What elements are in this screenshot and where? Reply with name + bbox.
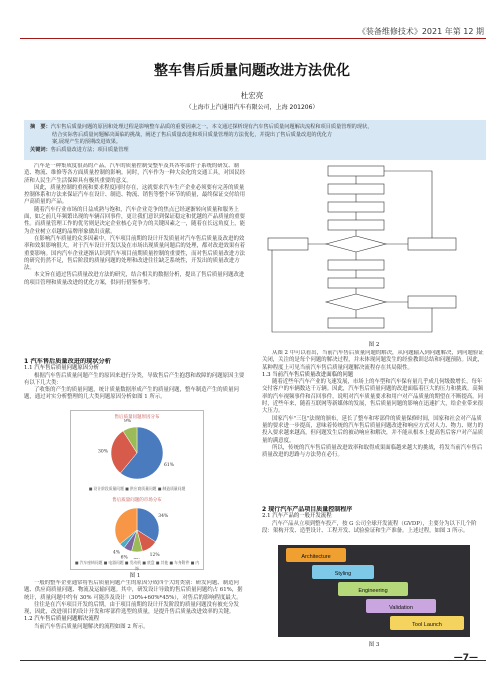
figure-2-flowchart [262, 162, 486, 338]
footer-rule [20, 660, 486, 661]
left-column-top [24, 163, 246, 358]
paragraph: 从图 2 中可以看出，当前汽车售后质量问题的解决，从问题输入到问题解决，到问题验证关闭，关注的是每个问题的解决过程，并未体现问题发生的经验教训总结和问题预防。因此，某种程度上可见当前汽车售后质量问题解决流程存在其局限性。 [262, 350, 484, 371]
article-affiliation: （上海市上汽通用汽车有限公司，上海 201206） [185, 104, 319, 111]
pie2-legend: ■ 汽车座椅问题 ■ 电器问题 ■ 发动机 ■ 底盘 ■ 其他 ■ 车身附件 ■ 内饰 [74, 560, 200, 571]
paragraph: 汽车是一种集成度很高的产品，汽车的质量控制受整车及其各零部件子系统的研发、制造、物流、维修等各方面质量控制的影响。同时，汽车作为一种大众化的交通工具，对国民经济和人民生产生活保障具有极其重要的意义。 [24, 163, 246, 184]
paragraph: 根据汽车售后质量问题产生的原因来进行分类，导致售后产生抱怨和故障的问题原因主要有以下几大类： [24, 372, 245, 386]
pie1-title: 售后质量问题原因分布 [114, 415, 160, 420]
section-heading: 1 汽车售后质量改进的现状分析 [24, 358, 111, 365]
pie-slice-label: 6% [120, 555, 128, 559]
figure-1-caption: 图 1 [129, 573, 141, 579]
subsection-heading: 1.2 汽车售后质量问题解决流程 [24, 616, 99, 623]
article-title: 整车售后质量问题改进方法优化 [154, 63, 350, 79]
paragraph: 本文旨在通过售后质量改进方法的研究，结合相关的数据分析，提出了售后质量问题改进的项目管理和质量改进的优化方案，供同行借鉴参考。 [24, 272, 245, 286]
abstract-label: 摘 要： [30, 124, 51, 130]
header-rule [20, 38, 486, 39]
pie-slice-label: 9% [123, 419, 132, 424]
page-number: —7— [453, 653, 478, 663]
abstract-line: 结合实际售后质量问题解决面临的挑战，阐述了售后质量改进和项目质量管理的方法优化，并提出了售后质量改进的优化方 [52, 131, 333, 138]
paragraph: 当前汽车售后质量问题解决的流程如图 2 所示。 [34, 623, 149, 630]
stage-label: Engineering [358, 588, 388, 594]
stage-label: Styling [334, 571, 352, 577]
subsection-heading: 2.1 汽车产品的一般开发流程 [262, 513, 332, 520]
figure-3-process [278, 545, 470, 637]
figure-2-caption: 图 2 [368, 342, 380, 348]
left-column-bottom [24, 580, 246, 658]
pie-slice-label: 12% [149, 552, 160, 558]
subsection-heading: 1.3 当前汽车售后质量改进面临的问题 [262, 371, 354, 378]
stage-label: Architecture [301, 554, 331, 560]
pie-chart-causes [71, 419, 203, 485]
pie-slice-label: 30% [98, 449, 109, 455]
process-flowchart [262, 162, 486, 338]
paragraph: 往往是在汽车项目开发的后期，由于项目前期的设计开发阶段的质量问题没有被充分发现，因此，改进项目的设计开发和零部件选型的质量，是提升售后质量改进效率的关键。 [24, 601, 239, 616]
section-2 [262, 506, 486, 544]
paragraph: 了收集的产生的质量问题，统计质量数据形成产生的质量问题，整车制造产生的质量问题，通过对实分析整理的几大类问题原因分析如图 1 所示。 [24, 387, 239, 401]
journal-header: 《装备维修技术》2021 年第 12 期 [357, 27, 484, 36]
paragraph: 随着近些年汽车产业的飞速发展，市场上的车型和汽车保有量几乎成几何级数增长，每年交付客户的车辆数达千万辆。因此，汽车售后质量问题的改进面临着巨大的压力和挑战。高频率的汽车视频事件和召回事件，说明对汽车质量要求和用户对产品质量的期望在不断提高。同时，近些年来，随着互联网等新媒体的发展，售后质量问题的影响在迅速扩大，给企业带来很大压力。 [262, 379, 484, 415]
abstract-line: 案,展现产生的预期改进效果。 [52, 139, 122, 145]
abstract-box [24, 120, 486, 160]
pie1-legend: ■ 设计阶段质量问题 ■ 供应商质量问题 ■ 制造质量问题 [88, 486, 186, 491]
article-author: 杜宏亮 [240, 91, 264, 100]
keywords-label: 关键词： [30, 146, 51, 153]
paragraph: 随着汽车行业市场的日益成熟与饱和，汽车企业竞争的焦点已经逐渐转向质量和服务上面，如之前几年频繁出现的车辆召回事件，更让我们意识到保证稳定和优越的产品质量的重要性。而质量管理工作的优劣则是决定企业核心竞争力的关键因素之一，随着在长远角度上，能为企业树立卓越的品牌形象做出贡献。 [24, 206, 246, 235]
paragraph: 一般的整车企业通常将售后质量问题产生的原因分成四个大的类别：研发问题、制造问题、供应商质量问题、物流及运输问题。其中，研发设计导致的售后质量问题约占 61%，据统计，质量问题中约有 30% 可能涉及设计（30%+60%*45%），对售后的影响程度最大。 [24, 580, 243, 601]
section-heading: 2 现行汽车产品项目质量控制程序 [262, 506, 353, 513]
subsection-heading: 1.1 汽车售后质量问题原因分析 [24, 365, 99, 372]
stage-label: Tool Launch [412, 622, 442, 628]
pie2-title: 售后质量问题的市场分布 [112, 498, 162, 503]
pie-chart-market [71, 501, 203, 559]
paragraph: 汽车产品从立项到整车投产，按 G 公司全球开发流程（GVDP），主要分为以下几个阶段：架构开发、造型设计、工程开发、试验验证和生产准备。上述过程，如图 3 所示。 [262, 520, 477, 534]
abstract-line: 汽车售后质量问题的原因和处理过程是影响整车品质的重要因素之一。本文通过探析现有汽车售后质量问题解决流程和项目质量管理的现状， [50, 124, 373, 130]
paragraph: 在影响汽车质量的众多因素中，汽车项目前期的设计开发质量对汽车售后质量及改进的效率和效果影响很大，对于汽车设计开发以及在市场出现质量问题后的处理，都对改进效果有着重要影响。国内汽车企业逐渐认识到汽车项目前期质量控制的重要性，而对售后质量改进方法的研究仍然不足，售后阶段的质量问题的处理和改进往往缺乏系统性，开发出的质量改进方法。 [24, 235, 246, 272]
right-column-mid [262, 350, 486, 505]
pie-slice-label: 34% [158, 514, 169, 520]
pie-slice-label: 61% [163, 463, 174, 469]
paragraph: 所以，传统的汽车售后质量改进效率和取得成果面临越来越大的挑战，将发当前汽车售后质量改进的思路与方法势在必行。 [262, 444, 483, 459]
keywords: 售后质量改进方法；项目质量管理 [50, 146, 129, 153]
figure-3-caption: 图 3 [368, 642, 380, 648]
pie-slice-label: 4% [112, 550, 121, 556]
stage-label: Validation [389, 605, 413, 611]
figure-1 [70, 410, 204, 570]
development-process-diagram [278, 545, 470, 637]
paragraph: 因此，质量控制的重视和要求程度同时存在，这就要求汽车生产企业必须要有完善的质量控制体系和方法来保证汽车在设计、制造、物流、销售等整个环节的质量，最终保证交付给用户高质量的产品。 [24, 184, 246, 206]
pie-slice-label [133, 558, 141, 560]
paragraph: 国家汽车"三包"法规的颁布，延长了整车和零部件的质量保修时间，国家和社会对产品质量的要求进一步提高，意味着传统的汽车售后质量问题改进和响应方式对人力、物力、财力的投入要求越来越高，但问题发生后的被动响应和解决，并不能从根本上提高售后客户对产品质量的满意度。 [262, 415, 484, 444]
